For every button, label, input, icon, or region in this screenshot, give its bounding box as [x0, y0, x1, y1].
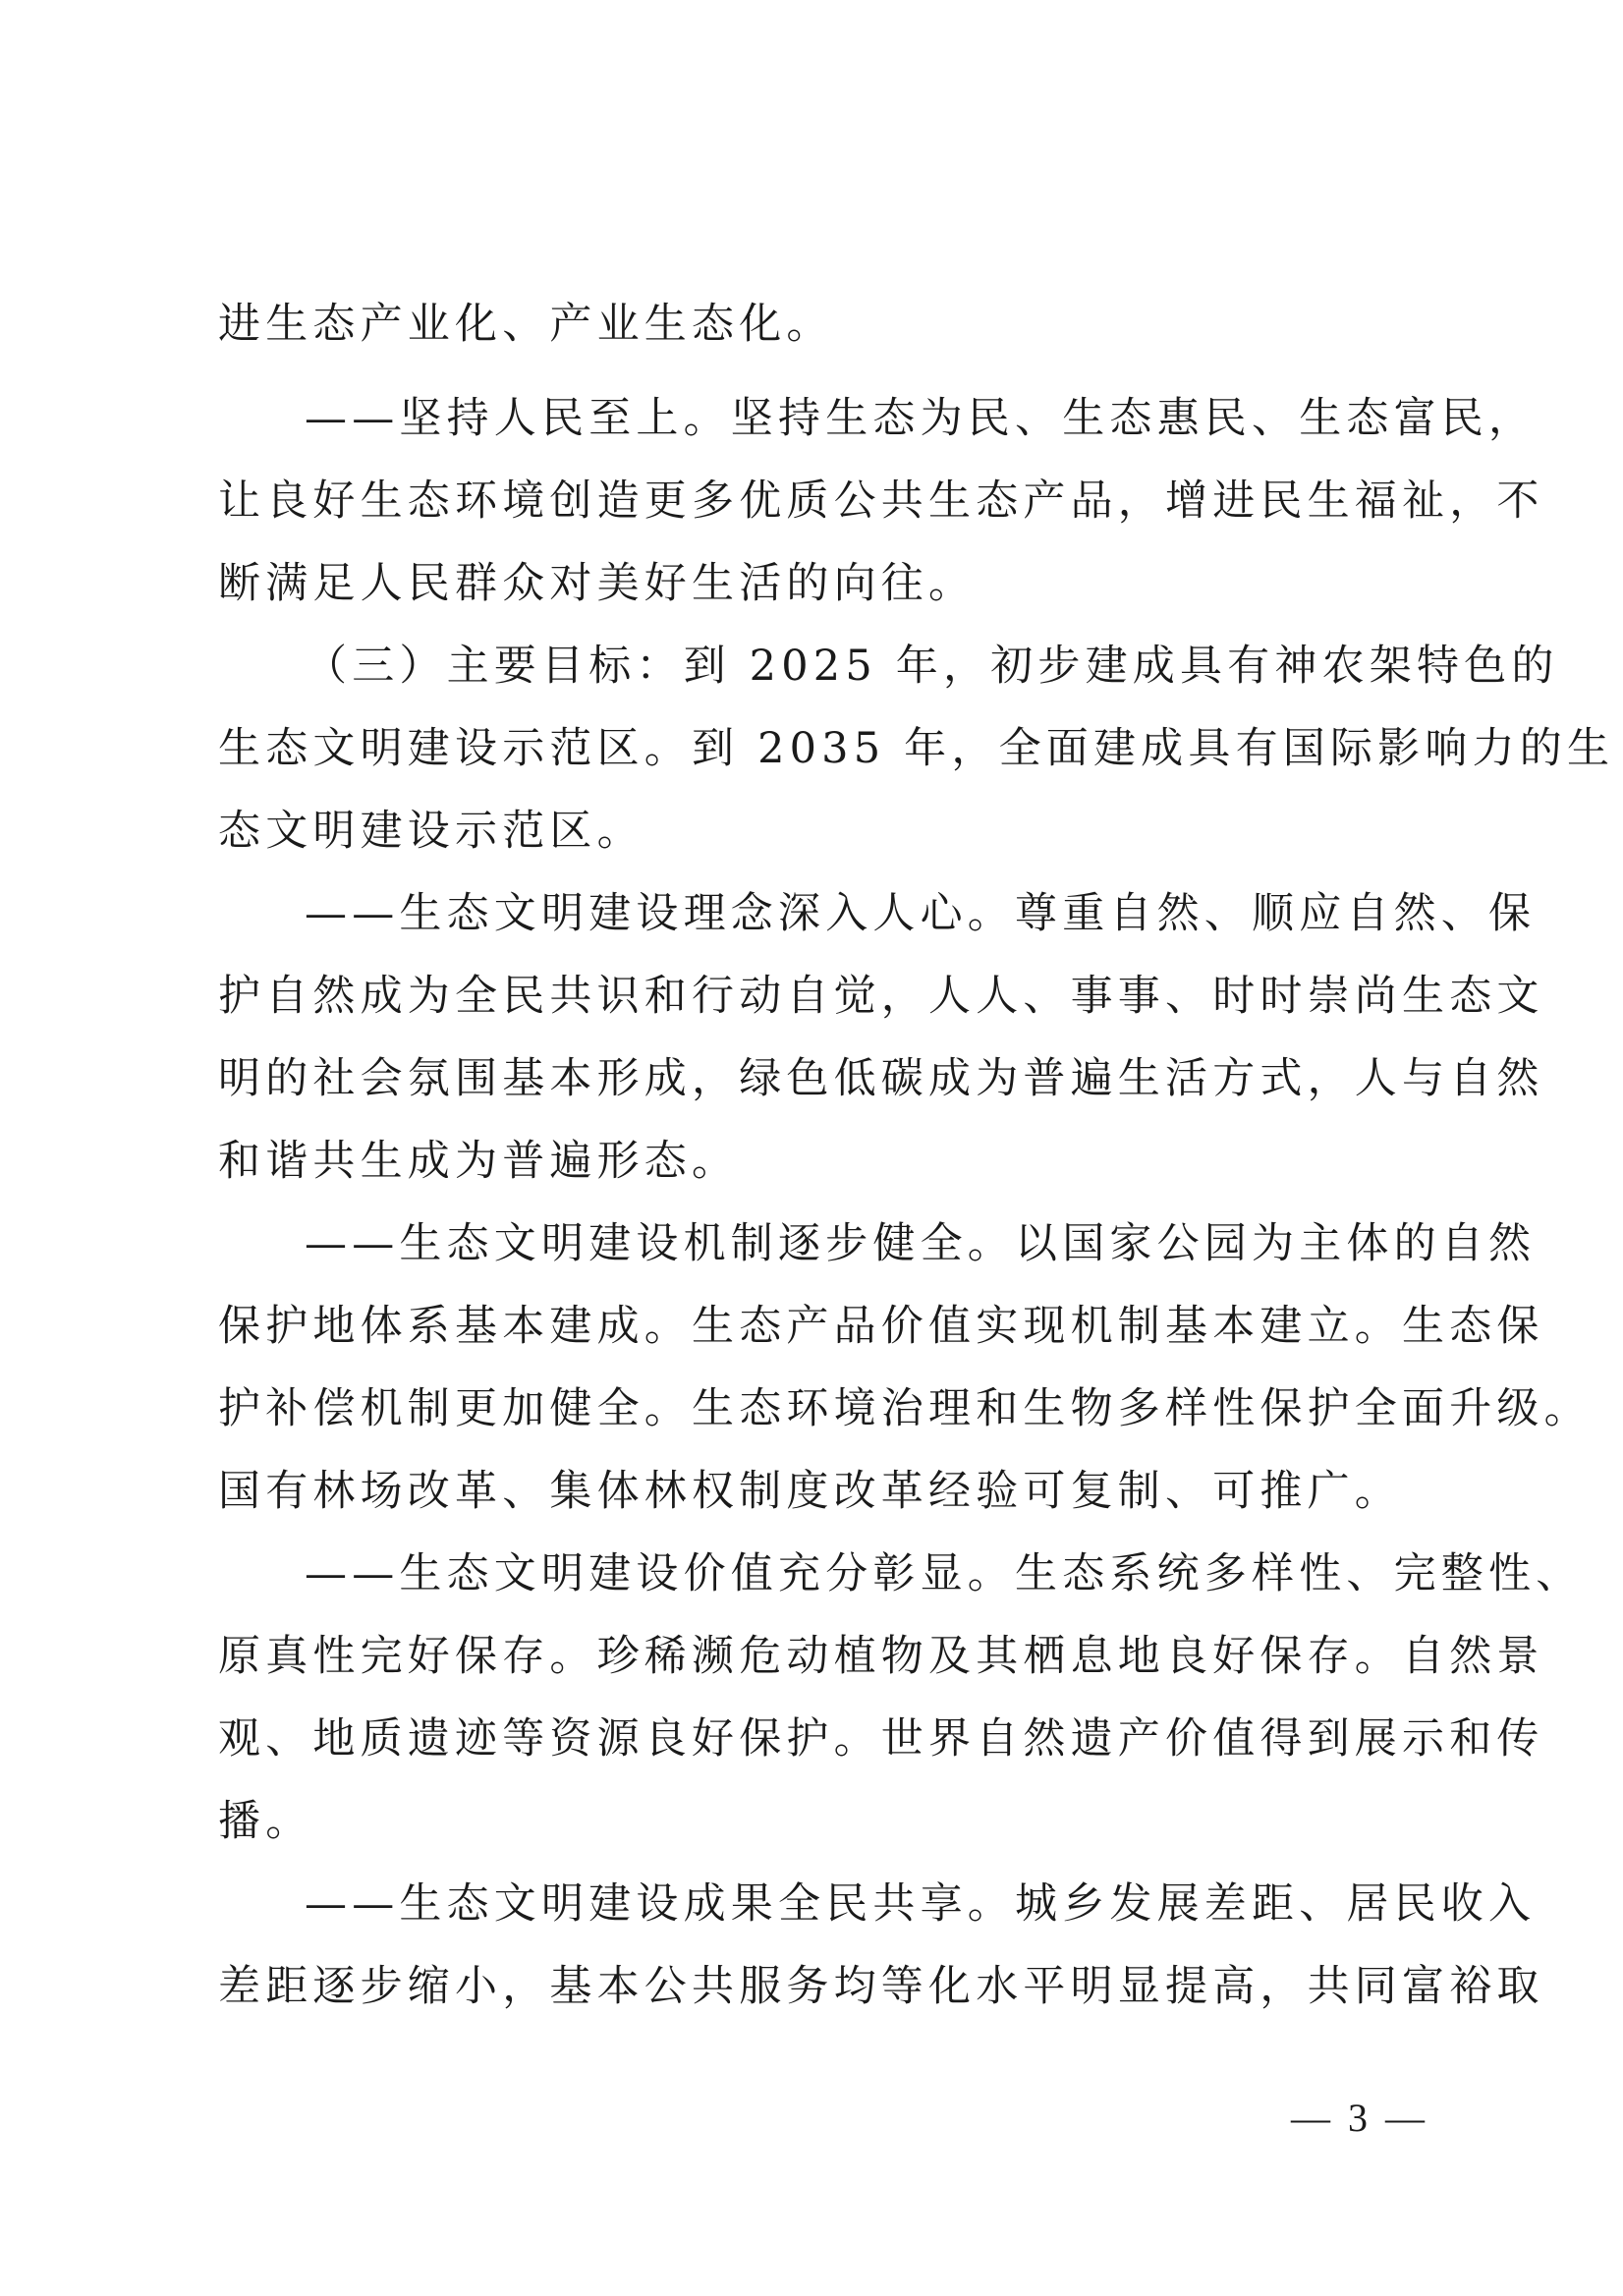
- text-line: 进生态产业化、产业生态化。: [218, 300, 834, 349]
- text-line: 明的社会氛围基本形成，绿色低碳成为普遍生活方式，人与自然: [218, 1054, 1544, 1103]
- text-line: ——生态文明建设成果全民共享。城乡发展差距、居民收入: [305, 1879, 1537, 1929]
- text-line: 差距逐步缩小，基本公共服务均等化水平明显提高，共同富裕取: [218, 1962, 1544, 2011]
- text-line: 断满足人民群众对美好生活的向往。: [218, 559, 977, 608]
- page-number: — 3 —: [1291, 2096, 1428, 2140]
- text-line: （三）主要目标：到 2025 年，初步建成具有神农架特色的: [305, 642, 1559, 691]
- text-line: ——生态文明建设机制逐步健全。以国家公园为主体的自然: [305, 1219, 1537, 1268]
- text-line: 和谐共生成为普遍形态。: [218, 1137, 740, 1186]
- text-line: 态文明建设示范区。: [218, 807, 644, 856]
- text-line: 播。: [218, 1797, 313, 1846]
- text-line: 让良好生态环境创造更多优质公共生态产品，增进民生福祉，不: [218, 476, 1544, 526]
- text-line: 护自然成为全民共识和行动自觉，人人、事事、时时崇尚生态文: [218, 972, 1544, 1021]
- text-line: 观、地质遗迹等资源良好保护。世界自然遗产价值得到展示和传: [218, 1714, 1544, 1764]
- text-line: ——坚持人民至上。坚持生态为民、生态惠民、生态富民，: [305, 394, 1537, 443]
- text-line: 生态文明建设示范区。到 2035 年，全面建成具有国际影响力的生: [218, 724, 1615, 773]
- text-line: ——生态文明建设价值充分彰显。生态系统多样性、完整性、: [305, 1549, 1584, 1598]
- text-line: ——生态文明建设理念深入人心。尊重自然、顺应自然、保: [305, 889, 1537, 938]
- text-line: 原真性完好保存。珍稀濒危动植物及其栖息地良好保存。自然景: [218, 1632, 1544, 1681]
- text-line: 国有林场改革、集体林权制度改革经验可复制、可推广。: [218, 1467, 1402, 1516]
- text-line: 保护地体系基本建成。生态产品价值实现机制基本建立。生态保: [218, 1302, 1544, 1351]
- text-line: 护补偿机制更加健全。生态环境治理和生物多样性保护全面升级。: [218, 1384, 1592, 1433]
